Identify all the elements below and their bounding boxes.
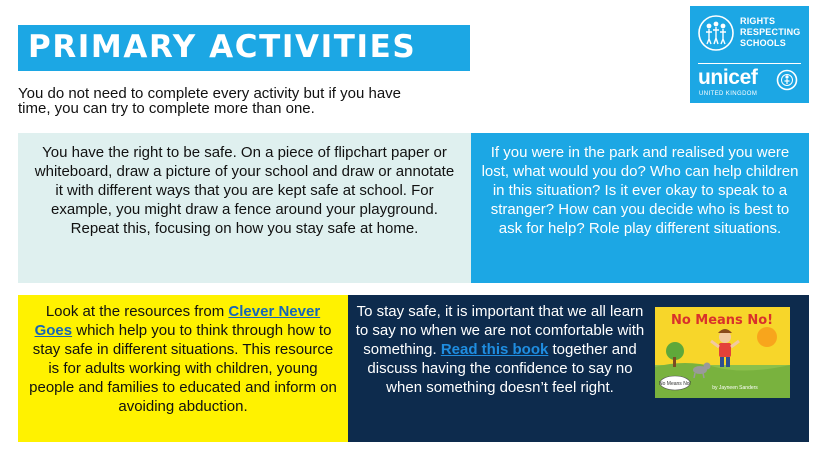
activity-4-text-after: together and discuss having the confidence to say no when something doesn’t feel right.	[367, 341, 637, 396]
book-cover-author: by Jayneen Sanders	[712, 385, 758, 391]
book-cover-bubble: No Means No!	[659, 381, 691, 387]
no-means-no-book-cover	[655, 307, 790, 398]
activity-box-clever-never-goes	[18, 295, 348, 442]
read-this-book-link[interactable]: Read this book	[440, 341, 549, 358]
clever-never-goes-link[interactable]: Clever Never Goes	[34, 303, 321, 339]
page-title: PRIMARY ACTIVITIES	[28, 29, 417, 65]
activity-3-text-after: which help you to think through how to stay safe in different situations. This resource is for adults working with children, young people and families to educated and inform on avoiding abduction.	[29, 322, 337, 415]
rrs-line-2: RESPECTING	[740, 27, 801, 37]
activity-2-text: If you were in the park and realised you were lost, what would you do? Who can help children in this situation? Is it ever okay to speak to a stranger? How can you decide who is best to ask for help? Role play different situations.	[481, 144, 799, 237]
activity-4-text	[354, 302, 646, 397]
activity-3-text	[28, 302, 338, 416]
rrs-line-1: RIGHTS	[740, 16, 776, 26]
activity-box-lost-in-park	[471, 133, 809, 283]
unicef-region: UNITED KINGDOM	[699, 91, 758, 97]
logo-divider	[698, 63, 801, 64]
book-cover-title: No Means No!	[670, 313, 774, 328]
intro-text: You do not need to complete every activity but if you have time, you can try to complete more than one.	[18, 85, 402, 117]
rights-respecting-schools-logo	[690, 6, 809, 103]
children-circle-icon	[697, 14, 735, 52]
unicef-globe-icon	[776, 69, 798, 91]
title-banner	[18, 25, 470, 71]
rrs-wordmark	[740, 16, 801, 49]
rrs-line-3: SCHOOLS	[740, 38, 786, 48]
activity-box-school-safety	[18, 133, 471, 283]
activity-box-saying-no	[348, 295, 809, 442]
activity-3-text-before: Look at the resources from	[45, 303, 229, 320]
unicef-wordmark: unicef	[698, 66, 758, 89]
activity-4-text-before: To stay safe, it is important that we all learn to say no when we are not comfortable with something.	[355, 303, 645, 358]
activity-1-text: You have the right to be safe. On a piece of flipchart paper or whiteboard, draw a picture of your school and draw or annotate it with different ways that you are kept safe at school. For example, you might draw a fence around your playground. Repeat this, focusing on how you stay safe at home.	[34, 144, 455, 237]
